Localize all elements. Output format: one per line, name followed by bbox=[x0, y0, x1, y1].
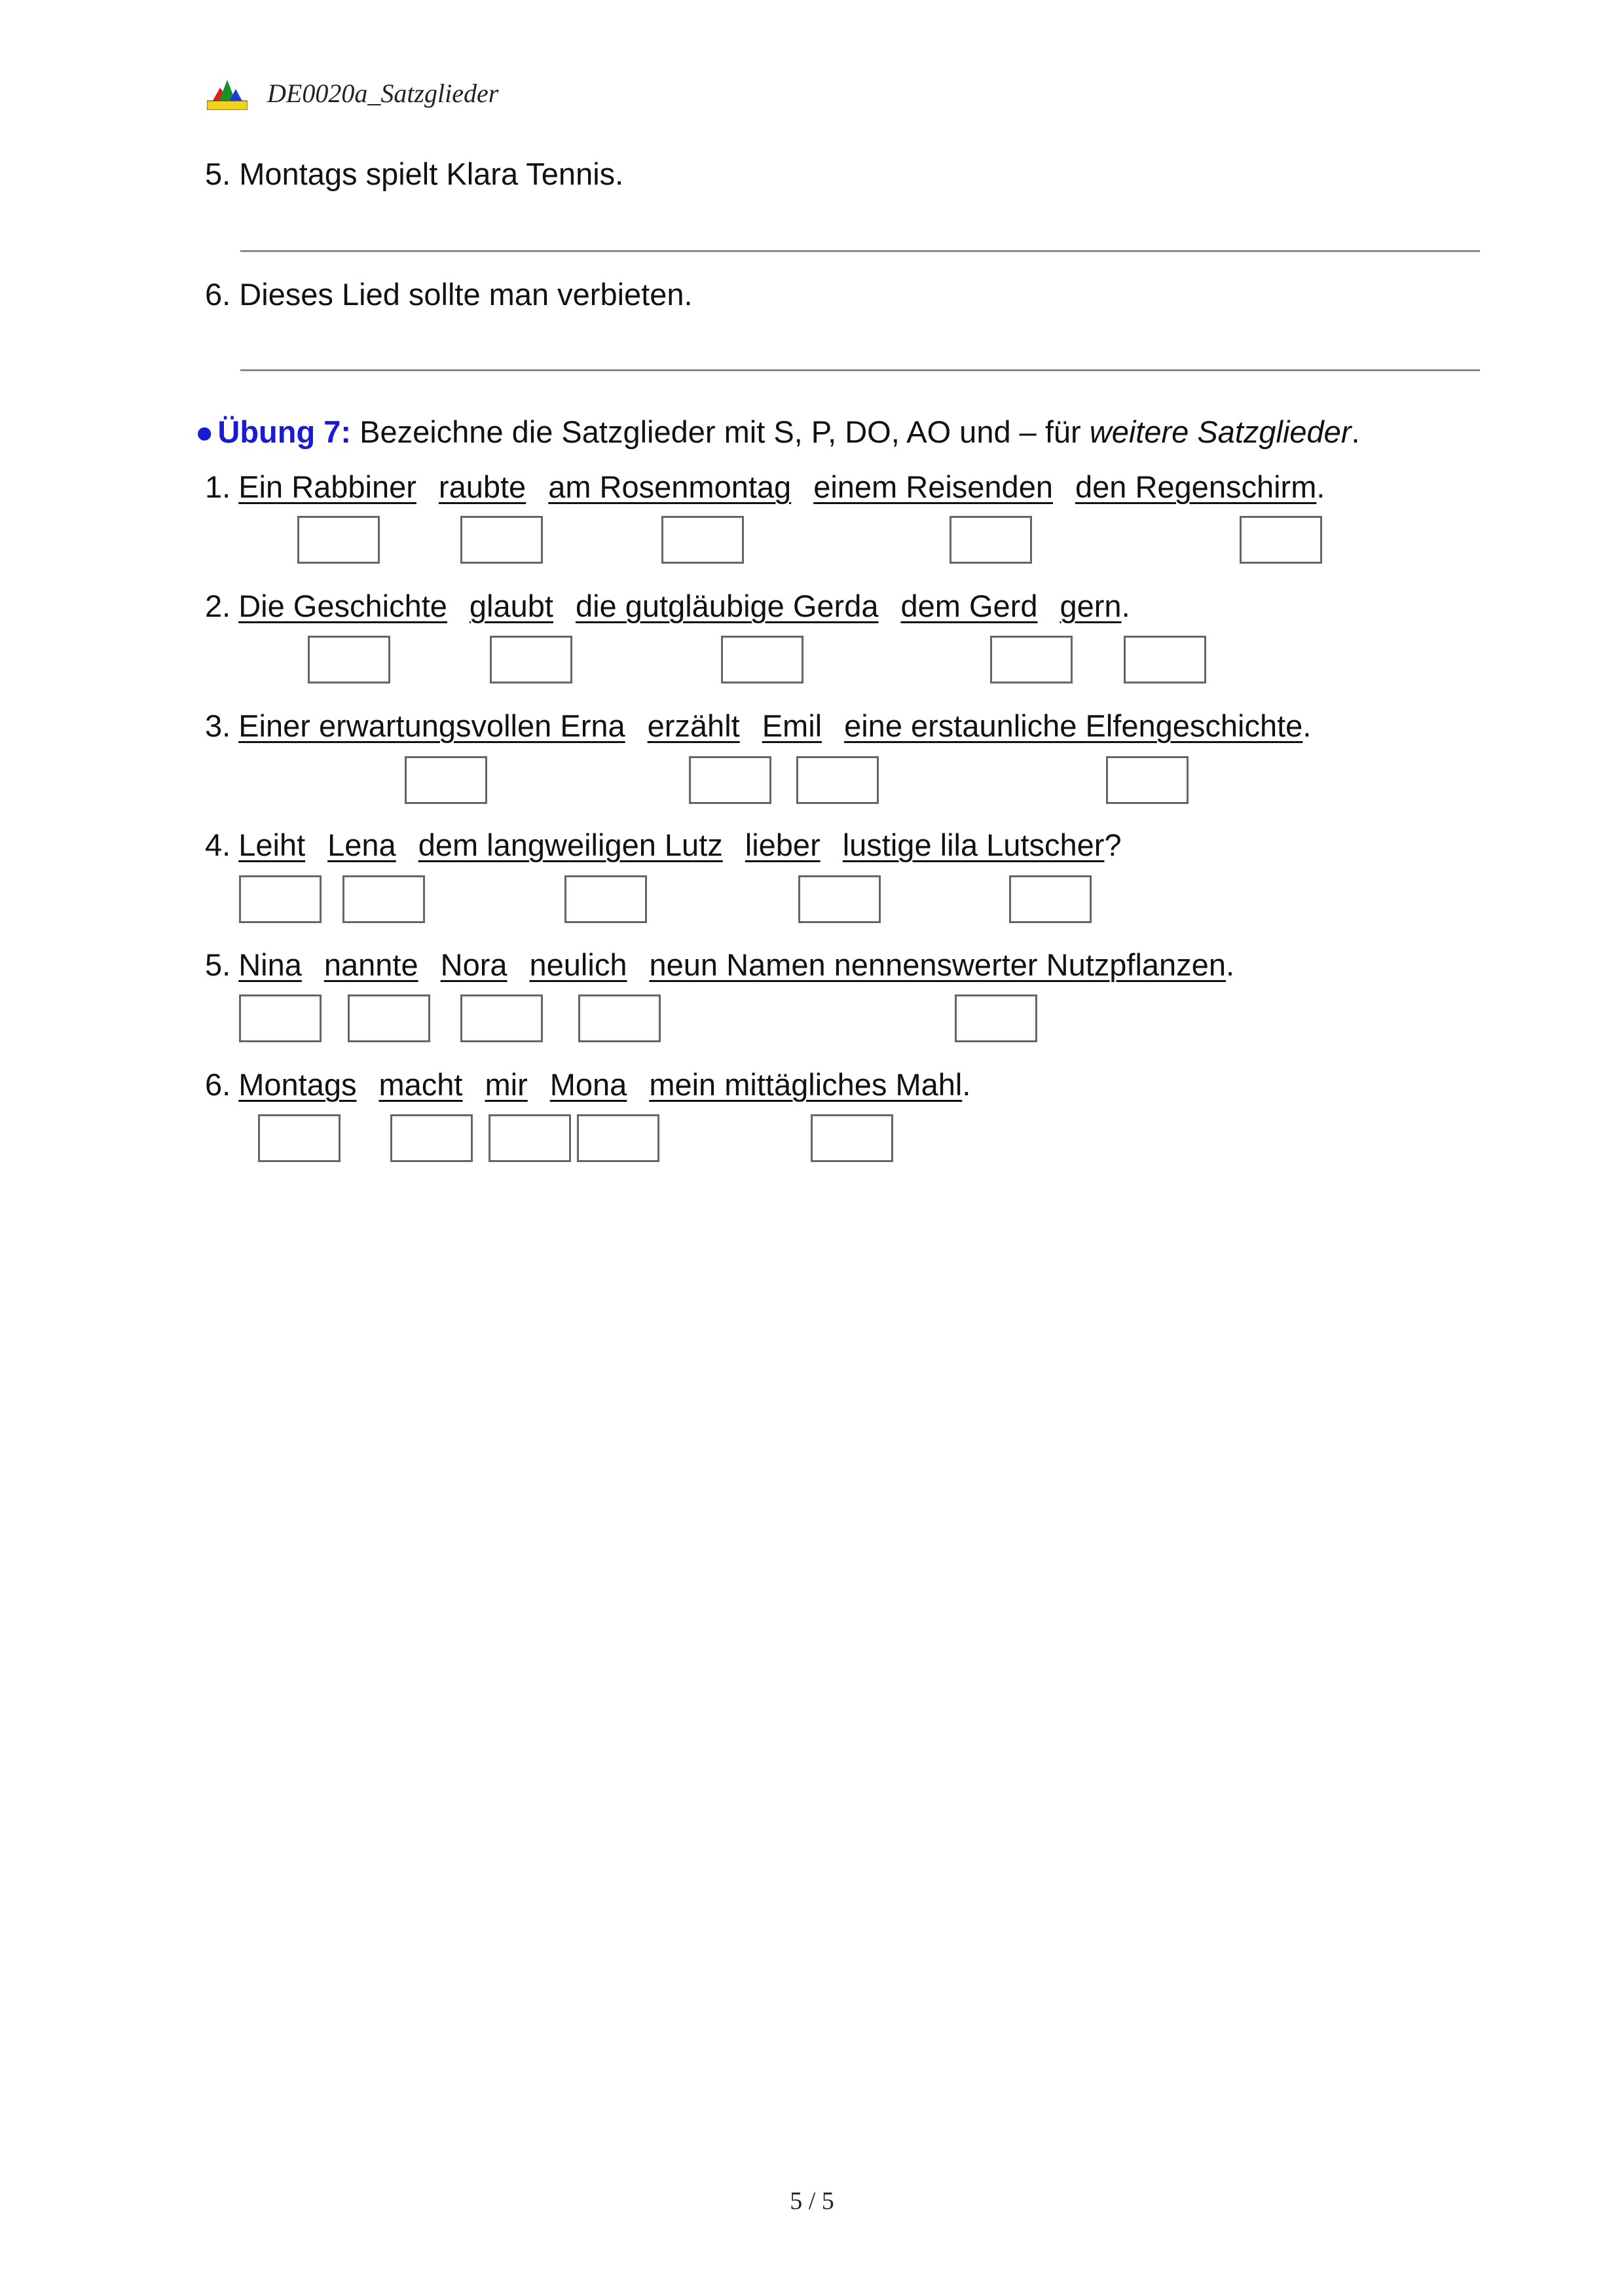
phrase: lustige lila Lutscher bbox=[842, 828, 1105, 862]
answer-box[interactable] bbox=[258, 1114, 341, 1162]
task-5 bbox=[205, 949, 1234, 980]
answer-box[interactable] bbox=[564, 875, 647, 923]
phrase: Nina bbox=[238, 947, 302, 982]
answer-box[interactable] bbox=[1240, 516, 1322, 564]
task-number: 1. bbox=[205, 469, 231, 504]
answer-box[interactable] bbox=[955, 994, 1037, 1042]
answer-box[interactable] bbox=[1106, 756, 1189, 804]
exercise-label: Übung 7: bbox=[217, 414, 352, 449]
phrase: macht bbox=[378, 1067, 463, 1102]
answer-line[interactable] bbox=[240, 250, 1480, 252]
sentence-text: Dieses Lied sollte man verbieten. bbox=[239, 277, 693, 312]
phrase: Montags bbox=[238, 1067, 357, 1102]
answer-box[interactable] bbox=[460, 516, 543, 564]
phrase: gern bbox=[1060, 589, 1122, 623]
page-header bbox=[207, 73, 498, 113]
phrase: Mona bbox=[549, 1067, 627, 1102]
answer-box[interactable] bbox=[490, 636, 572, 683]
exercise-instruction: Bezeichne die Satzglieder mit S, P, DO, AO und – für bbox=[360, 414, 1081, 449]
punctuation: . bbox=[1225, 947, 1235, 982]
phrase: Ein Rabbiner bbox=[238, 469, 416, 504]
answer-box[interactable] bbox=[308, 636, 390, 683]
phrase: Einer erwartungsvollen Erna bbox=[238, 708, 625, 743]
exercise-instruction-italic: weitere Satzglieder bbox=[1089, 414, 1352, 449]
answer-box[interactable] bbox=[689, 756, 771, 804]
phrase: Emil bbox=[762, 708, 822, 743]
phrase: eine erstaunliche Elfengeschichte bbox=[844, 708, 1303, 743]
answer-line[interactable] bbox=[240, 369, 1480, 371]
logo-icon bbox=[207, 76, 248, 110]
answer-box[interactable] bbox=[297, 516, 380, 564]
answer-box[interactable] bbox=[239, 875, 322, 923]
task-number: 2. bbox=[205, 589, 231, 623]
phrase: neun Namen nennenswerter Nutzpflanzen bbox=[649, 947, 1226, 982]
phrase: Nora bbox=[440, 947, 507, 982]
prev-sentence-6 bbox=[205, 279, 693, 310]
document-title: DE0020a_Satzglieder bbox=[267, 78, 499, 108]
phrase: glaubt bbox=[469, 589, 553, 623]
punctuation: . bbox=[1302, 708, 1312, 743]
punctuation: ? bbox=[1104, 828, 1122, 862]
phrase: nannte bbox=[323, 947, 418, 982]
answer-box[interactable] bbox=[348, 994, 430, 1042]
sentence-number: 5. bbox=[205, 156, 231, 191]
phrase: dem langweiligen Lutz bbox=[418, 828, 723, 862]
phrase: erzählt bbox=[647, 708, 740, 743]
punctuation: . bbox=[962, 1067, 971, 1102]
answer-box[interactable] bbox=[661, 516, 744, 564]
answer-box[interactable] bbox=[796, 756, 879, 804]
answer-box[interactable] bbox=[798, 875, 881, 923]
phrase: neulich bbox=[529, 947, 627, 982]
task-number: 4. bbox=[205, 828, 231, 862]
phrase: Leiht bbox=[238, 828, 306, 862]
phrase: mir bbox=[485, 1067, 528, 1102]
answer-box[interactable] bbox=[489, 1114, 571, 1162]
answer-box[interactable] bbox=[405, 756, 487, 804]
answer-box[interactable] bbox=[1009, 875, 1092, 923]
sentence-number: 6. bbox=[205, 277, 231, 312]
phrase: Die Geschichte bbox=[238, 589, 447, 623]
task-number: 6. bbox=[205, 1067, 231, 1102]
phrase: lieber bbox=[745, 828, 821, 862]
answer-box[interactable] bbox=[577, 1114, 659, 1162]
exercise-instruction-end: . bbox=[1351, 414, 1360, 449]
phrase: mein mittägliches Mahl bbox=[649, 1067, 963, 1102]
phrase: dem Gerd bbox=[900, 589, 1038, 623]
task-number: 3. bbox=[205, 708, 231, 743]
answer-box[interactable] bbox=[721, 636, 803, 683]
answer-box[interactable] bbox=[342, 875, 425, 923]
punctuation: . bbox=[1316, 469, 1325, 504]
punctuation: . bbox=[1121, 589, 1130, 623]
answer-box[interactable] bbox=[1124, 636, 1206, 683]
answer-box[interactable] bbox=[390, 1114, 473, 1162]
page-number: 5 / 5 bbox=[790, 2187, 834, 2215]
answer-box[interactable] bbox=[950, 516, 1032, 564]
exercise-heading bbox=[195, 416, 1360, 447]
phrase: den Regenschirm bbox=[1075, 469, 1317, 504]
sentence-text: Montags spielt Klara Tennis. bbox=[239, 156, 624, 191]
bullet-icon: ● bbox=[195, 414, 214, 449]
answer-box[interactable] bbox=[990, 636, 1073, 683]
answer-box[interactable] bbox=[811, 1114, 893, 1162]
task-1 bbox=[205, 471, 1325, 502]
phrase: raubte bbox=[438, 469, 526, 504]
task-2 bbox=[205, 591, 1130, 621]
phrase: einem Reisenden bbox=[813, 469, 1053, 504]
task-3 bbox=[205, 710, 1311, 741]
answer-box[interactable] bbox=[239, 994, 322, 1042]
phrase: am Rosenmontag bbox=[548, 469, 792, 504]
answer-box[interactable] bbox=[578, 994, 661, 1042]
phrase: Lena bbox=[327, 828, 396, 862]
answer-box[interactable] bbox=[460, 994, 543, 1042]
task-number: 5. bbox=[205, 947, 231, 982]
task-4 bbox=[205, 829, 1122, 860]
prev-sentence-5 bbox=[205, 158, 623, 189]
phrase: die gutgläubige Gerda bbox=[575, 589, 879, 623]
task-6 bbox=[205, 1069, 970, 1100]
